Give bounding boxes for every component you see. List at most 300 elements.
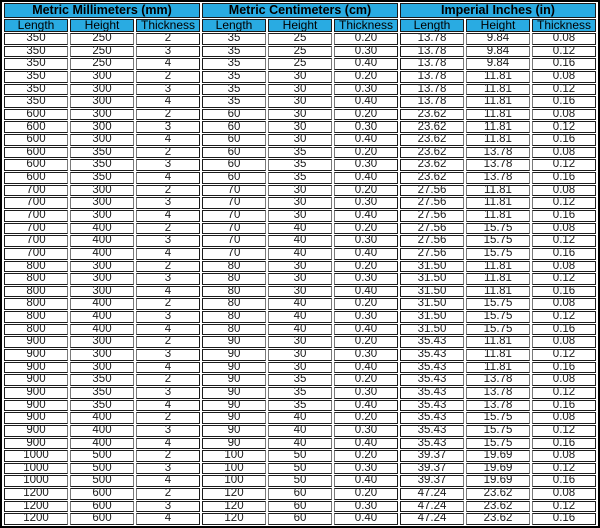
cell-mm-height: 400	[70, 223, 134, 235]
cell-mm-length: 350	[4, 96, 68, 108]
cell-in-length: 31.50	[400, 286, 464, 298]
cell-in-thickness: 0.08	[532, 488, 596, 500]
cell-in-length: 27.56	[400, 197, 464, 209]
cell-mm-thickness: 2	[136, 33, 200, 45]
table-row	[4, 273, 596, 285]
cell-in-length: 39.37	[400, 450, 464, 462]
cell-cm-height: 30	[268, 261, 332, 273]
cell-mm-height: 300	[70, 210, 134, 222]
cell-cm-height: 40	[268, 438, 332, 450]
cell-mm-length: 800	[4, 273, 68, 285]
cell-cm-thickness: 0.20	[334, 185, 398, 197]
cell-cm-length: 90	[202, 362, 266, 374]
cell-cm-thickness: 0.20	[334, 488, 398, 500]
cell-in-height: 9.84	[466, 46, 530, 58]
cell-in-thickness: 0.08	[532, 33, 596, 45]
cell-in-height: 15.75	[466, 425, 530, 437]
cell-cm-length: 90	[202, 387, 266, 399]
cell-mm-height: 600	[70, 501, 134, 513]
cell-mm-height: 500	[70, 450, 134, 462]
cell-mm-height: 300	[70, 96, 134, 108]
cell-mm-length: 350	[4, 46, 68, 58]
cell-in-height: 11.81	[466, 362, 530, 374]
cell-mm-length: 700	[4, 223, 68, 235]
cell-cm-length: 120	[202, 513, 266, 525]
cell-in-thickness: 0.08	[532, 374, 596, 386]
table-row	[4, 248, 596, 260]
cell-cm-length: 80	[202, 273, 266, 285]
cell-mm-height: 300	[70, 273, 134, 285]
cell-mm-length: 900	[4, 425, 68, 437]
column-header-row	[4, 19, 596, 32]
cell-cm-length: 60	[202, 147, 266, 159]
cell-cm-thickness: 0.40	[334, 96, 398, 108]
cell-mm-length: 700	[4, 210, 68, 222]
table-row	[4, 96, 596, 108]
cell-mm-length: 600	[4, 121, 68, 133]
cell-mm-thickness: 4	[136, 438, 200, 450]
cell-in-thickness: 0.16	[532, 438, 596, 450]
cell-cm-thickness: 0.30	[334, 121, 398, 133]
cell-mm-length: 1000	[4, 475, 68, 487]
cell-in-height: 11.81	[466, 261, 530, 273]
table-row	[4, 349, 596, 361]
cell-cm-length: 80	[202, 311, 266, 323]
cell-cm-length: 90	[202, 425, 266, 437]
cell-in-height: 15.75	[466, 324, 530, 336]
cell-mm-thickness: 2	[136, 147, 200, 159]
cell-in-thickness: 0.12	[532, 121, 596, 133]
cell-mm-thickness: 4	[136, 475, 200, 487]
cell-mm-length: 900	[4, 336, 68, 348]
table-row	[4, 147, 596, 159]
cell-cm-length: 35	[202, 96, 266, 108]
cell-in-height: 15.75	[466, 248, 530, 260]
cell-in-thickness: 0.12	[532, 235, 596, 247]
cell-in-height: 11.81	[466, 349, 530, 361]
cell-in-thickness: 0.16	[532, 58, 596, 70]
cell-cm-length: 35	[202, 46, 266, 58]
cell-mm-height: 300	[70, 84, 134, 96]
cell-in-height: 23.62	[466, 501, 530, 513]
cell-cm-length: 70	[202, 210, 266, 222]
cell-mm-height: 300	[70, 349, 134, 361]
cell-cm-length: 80	[202, 324, 266, 336]
cell-cm-height: 35	[268, 147, 332, 159]
cell-cm-length: 70	[202, 248, 266, 260]
cell-mm-thickness: 3	[136, 46, 200, 58]
cell-mm-height: 400	[70, 311, 134, 323]
cell-in-height: 11.81	[466, 197, 530, 209]
cell-mm-height: 300	[70, 286, 134, 298]
cell-in-length: 35.43	[400, 349, 464, 361]
cell-in-length: 27.56	[400, 185, 464, 197]
cell-mm-length: 600	[4, 147, 68, 159]
cell-mm-height: 300	[70, 261, 134, 273]
cell-mm-thickness: 3	[136, 159, 200, 171]
cell-mm-height: 400	[70, 438, 134, 450]
cell-mm-thickness: 3	[136, 197, 200, 209]
cell-mm-height: 350	[70, 387, 134, 399]
cell-mm-height: 600	[70, 513, 134, 525]
table-row	[4, 109, 596, 121]
cell-cm-height: 35	[268, 400, 332, 412]
cell-in-height: 13.78	[466, 374, 530, 386]
cell-cm-height: 40	[268, 311, 332, 323]
cell-in-height: 15.75	[466, 235, 530, 247]
cell-mm-height: 400	[70, 324, 134, 336]
cell-cm-length: 100	[202, 450, 266, 462]
cell-mm-length: 1000	[4, 450, 68, 462]
cell-cm-length: 120	[202, 501, 266, 513]
cell-cm-length: 100	[202, 463, 266, 475]
cell-in-height: 11.81	[466, 210, 530, 222]
cell-in-height: 13.78	[466, 172, 530, 184]
col-header-in-length: Length	[400, 19, 464, 32]
cell-cm-thickness: 0.40	[334, 400, 398, 412]
table-row	[4, 71, 596, 83]
cell-mm-length: 800	[4, 311, 68, 323]
cell-in-height: 15.75	[466, 223, 530, 235]
cell-cm-thickness: 0.40	[334, 58, 398, 70]
cell-mm-height: 400	[70, 425, 134, 437]
cell-in-length: 31.50	[400, 311, 464, 323]
cell-in-height: 19.69	[466, 463, 530, 475]
col-header-mm-length: Length	[4, 19, 68, 32]
cell-in-height: 11.81	[466, 286, 530, 298]
cell-mm-length: 1200	[4, 488, 68, 500]
cell-in-height: 15.75	[466, 298, 530, 310]
cell-in-length: 23.62	[400, 134, 464, 146]
cell-cm-height: 40	[268, 425, 332, 437]
cell-cm-height: 40	[268, 324, 332, 336]
cell-mm-thickness: 2	[136, 374, 200, 386]
cell-in-length: 31.50	[400, 273, 464, 285]
table-row	[4, 438, 596, 450]
cell-cm-length: 70	[202, 197, 266, 209]
cell-in-thickness: 0.12	[532, 349, 596, 361]
cell-cm-thickness: 0.30	[334, 311, 398, 323]
unit-group-header-row	[4, 3, 596, 18]
cell-cm-thickness: 0.40	[334, 248, 398, 260]
cell-in-thickness: 0.08	[532, 450, 596, 462]
cell-cm-thickness: 0.20	[334, 298, 398, 310]
col-header-mm-height: Height	[70, 19, 134, 32]
cell-cm-length: 90	[202, 349, 266, 361]
cell-cm-thickness: 0.30	[334, 349, 398, 361]
cell-mm-length: 700	[4, 248, 68, 260]
cell-mm-thickness: 2	[136, 109, 200, 121]
cell-in-height: 13.78	[466, 387, 530, 399]
table-row	[4, 121, 596, 133]
cell-cm-thickness: 0.30	[334, 501, 398, 513]
table-row	[4, 197, 596, 209]
cell-in-length: 47.24	[400, 501, 464, 513]
cell-mm-length: 800	[4, 298, 68, 310]
cell-cm-thickness: 0.20	[334, 147, 398, 159]
cell-mm-thickness: 3	[136, 349, 200, 361]
cell-cm-height: 50	[268, 475, 332, 487]
cell-cm-thickness: 0.30	[334, 46, 398, 58]
cell-mm-height: 400	[70, 248, 134, 260]
cell-in-height: 11.81	[466, 96, 530, 108]
cell-cm-length: 60	[202, 121, 266, 133]
cell-mm-length: 1000	[4, 463, 68, 475]
cell-mm-height: 500	[70, 475, 134, 487]
cell-cm-height: 60	[268, 501, 332, 513]
cell-mm-height: 300	[70, 121, 134, 133]
cell-cm-height: 30	[268, 96, 332, 108]
cell-mm-height: 400	[70, 412, 134, 424]
cell-mm-thickness: 2	[136, 488, 200, 500]
cell-mm-height: 300	[70, 362, 134, 374]
cell-in-thickness: 0.08	[532, 223, 596, 235]
cell-cm-length: 100	[202, 475, 266, 487]
cell-in-thickness: 0.16	[532, 362, 596, 374]
table-row	[4, 210, 596, 222]
cell-cm-height: 40	[268, 412, 332, 424]
cell-mm-thickness: 4	[136, 58, 200, 70]
cell-in-thickness: 0.08	[532, 336, 596, 348]
cell-mm-height: 300	[70, 185, 134, 197]
cell-in-length: 13.78	[400, 96, 464, 108]
cell-mm-length: 800	[4, 324, 68, 336]
cell-in-height: 13.78	[466, 159, 530, 171]
table-row	[4, 311, 596, 323]
cell-mm-thickness: 3	[136, 425, 200, 437]
table-body	[4, 33, 596, 525]
cell-mm-length: 1200	[4, 501, 68, 513]
cell-mm-length: 900	[4, 362, 68, 374]
cell-mm-length: 600	[4, 109, 68, 121]
cell-in-height: 13.78	[466, 147, 530, 159]
cell-cm-length: 60	[202, 134, 266, 146]
cell-mm-length: 350	[4, 58, 68, 70]
cell-mm-length: 350	[4, 71, 68, 83]
cell-in-length: 23.62	[400, 159, 464, 171]
cell-cm-height: 30	[268, 210, 332, 222]
cell-in-thickness: 0.12	[532, 159, 596, 171]
cell-cm-thickness: 0.40	[334, 134, 398, 146]
cell-in-thickness: 0.12	[532, 84, 596, 96]
cell-mm-length: 350	[4, 33, 68, 45]
cell-mm-height: 250	[70, 33, 134, 45]
cell-mm-height: 400	[70, 298, 134, 310]
cell-cm-height: 60	[268, 513, 332, 525]
table-header	[4, 3, 596, 32]
table-row	[4, 134, 596, 146]
cell-mm-height: 350	[70, 400, 134, 412]
cell-in-thickness: 0.12	[532, 387, 596, 399]
cell-in-length: 31.50	[400, 298, 464, 310]
cell-mm-thickness: 2	[136, 336, 200, 348]
cell-cm-thickness: 0.30	[334, 463, 398, 475]
cell-in-height: 19.69	[466, 475, 530, 487]
group-header-imperial-in: Imperial Inches (in)	[400, 3, 596, 18]
cell-cm-height: 30	[268, 197, 332, 209]
cell-mm-thickness: 3	[136, 273, 200, 285]
cell-mm-thickness: 3	[136, 235, 200, 247]
col-header-mm-thickness: Thickness	[136, 19, 200, 32]
cell-in-length: 27.56	[400, 223, 464, 235]
cell-mm-length: 900	[4, 400, 68, 412]
cell-cm-length: 70	[202, 185, 266, 197]
cell-mm-height: 250	[70, 46, 134, 58]
cell-cm-height: 30	[268, 121, 332, 133]
cell-cm-height: 40	[268, 223, 332, 235]
cell-cm-height: 25	[268, 33, 332, 45]
table-row	[4, 298, 596, 310]
cell-in-length: 35.43	[400, 438, 464, 450]
cell-in-height: 23.62	[466, 513, 530, 525]
cell-cm-thickness: 0.30	[334, 425, 398, 437]
col-header-in-thickness: Thickness	[532, 19, 596, 32]
cell-in-length: 35.43	[400, 400, 464, 412]
cell-in-thickness: 0.16	[532, 475, 596, 487]
cell-cm-thickness: 0.20	[334, 71, 398, 83]
size-chart-table	[2, 2, 598, 526]
cell-mm-thickness: 2	[136, 298, 200, 310]
cell-cm-thickness: 0.40	[334, 362, 398, 374]
cell-cm-height: 35	[268, 159, 332, 171]
cell-cm-thickness: 0.30	[334, 197, 398, 209]
cell-in-thickness: 0.16	[532, 210, 596, 222]
cell-mm-height: 300	[70, 134, 134, 146]
cell-in-height: 15.75	[466, 412, 530, 424]
cell-in-length: 23.62	[400, 109, 464, 121]
cell-cm-thickness: 0.30	[334, 273, 398, 285]
cell-in-height: 13.78	[466, 400, 530, 412]
cell-in-length: 35.43	[400, 387, 464, 399]
cell-in-thickness: 0.12	[532, 46, 596, 58]
col-header-cm-length: Length	[202, 19, 266, 32]
cell-in-height: 23.62	[466, 488, 530, 500]
cell-mm-length: 800	[4, 286, 68, 298]
cell-in-length: 23.62	[400, 147, 464, 159]
cell-cm-height: 30	[268, 71, 332, 83]
cell-cm-thickness: 0.40	[334, 172, 398, 184]
table-row	[4, 513, 596, 525]
table-row	[4, 425, 596, 437]
table-row	[4, 261, 596, 273]
cell-cm-thickness: 0.20	[334, 374, 398, 386]
cell-in-length: 13.78	[400, 46, 464, 58]
cell-cm-length: 35	[202, 71, 266, 83]
cell-cm-height: 40	[268, 298, 332, 310]
cell-in-height: 11.81	[466, 185, 530, 197]
table-row	[4, 159, 596, 171]
table-row	[4, 286, 596, 298]
cell-mm-thickness: 3	[136, 311, 200, 323]
cell-in-length: 23.62	[400, 121, 464, 133]
table-row	[4, 185, 596, 197]
cell-in-height: 11.81	[466, 134, 530, 146]
table-row	[4, 33, 596, 45]
cell-cm-height: 30	[268, 109, 332, 121]
cell-in-length: 31.50	[400, 324, 464, 336]
cell-cm-height: 60	[268, 488, 332, 500]
cell-mm-thickness: 2	[136, 450, 200, 462]
cell-in-thickness: 0.16	[532, 286, 596, 298]
cell-cm-height: 35	[268, 374, 332, 386]
cell-mm-height: 350	[70, 147, 134, 159]
table-row	[4, 172, 596, 184]
cell-in-length: 23.62	[400, 172, 464, 184]
cell-in-length: 27.56	[400, 210, 464, 222]
cell-in-thickness: 0.08	[532, 298, 596, 310]
cell-cm-height: 40	[268, 248, 332, 260]
table-row	[4, 501, 596, 513]
cell-cm-thickness: 0.20	[334, 336, 398, 348]
cell-cm-length: 80	[202, 298, 266, 310]
cell-cm-thickness: 0.40	[334, 513, 398, 525]
cell-cm-thickness: 0.30	[334, 387, 398, 399]
cell-in-length: 13.78	[400, 84, 464, 96]
cell-cm-height: 25	[268, 46, 332, 58]
cell-mm-height: 350	[70, 374, 134, 386]
cell-in-thickness: 0.08	[532, 147, 596, 159]
cell-in-thickness: 0.16	[532, 513, 596, 525]
cell-mm-thickness: 4	[136, 286, 200, 298]
cell-in-thickness: 0.16	[532, 400, 596, 412]
col-header-cm-thickness: Thickness	[334, 19, 398, 32]
cell-mm-thickness: 3	[136, 84, 200, 96]
col-header-cm-height: Height	[268, 19, 332, 32]
table-row	[4, 387, 596, 399]
table-row	[4, 235, 596, 247]
cell-mm-length: 1200	[4, 513, 68, 525]
cell-in-height: 19.69	[466, 450, 530, 462]
cell-in-length: 27.56	[400, 235, 464, 247]
cell-mm-thickness: 3	[136, 501, 200, 513]
table-row	[4, 362, 596, 374]
cell-mm-length: 900	[4, 387, 68, 399]
cell-cm-height: 30	[268, 134, 332, 146]
cell-mm-thickness: 4	[136, 134, 200, 146]
group-header-metric-mm: Metric Millimeters (mm)	[4, 3, 200, 18]
cell-in-height: 11.81	[466, 336, 530, 348]
cell-mm-length: 700	[4, 185, 68, 197]
cell-mm-length: 600	[4, 172, 68, 184]
cell-in-thickness: 0.16	[532, 324, 596, 336]
cell-in-thickness: 0.16	[532, 134, 596, 146]
cell-in-length: 35.43	[400, 425, 464, 437]
cell-in-length: 27.56	[400, 248, 464, 260]
table-row	[4, 374, 596, 386]
cell-mm-height: 300	[70, 71, 134, 83]
cell-mm-thickness: 4	[136, 96, 200, 108]
cell-mm-thickness: 2	[136, 223, 200, 235]
cell-cm-thickness: 0.20	[334, 223, 398, 235]
cell-in-height: 15.75	[466, 311, 530, 323]
cell-mm-thickness: 2	[136, 261, 200, 273]
cell-cm-height: 30	[268, 185, 332, 197]
cell-mm-thickness: 3	[136, 463, 200, 475]
cell-in-height: 11.81	[466, 121, 530, 133]
cell-in-thickness: 0.12	[532, 273, 596, 285]
cell-mm-thickness: 2	[136, 71, 200, 83]
cell-mm-thickness: 2	[136, 412, 200, 424]
cell-cm-height: 30	[268, 336, 332, 348]
cell-cm-length: 35	[202, 84, 266, 96]
cell-cm-length: 60	[202, 159, 266, 171]
cell-cm-length: 60	[202, 172, 266, 184]
cell-mm-height: 300	[70, 336, 134, 348]
cell-mm-height: 400	[70, 235, 134, 247]
cell-cm-length: 120	[202, 488, 266, 500]
cell-cm-thickness: 0.30	[334, 84, 398, 96]
cell-in-thickness: 0.12	[532, 311, 596, 323]
